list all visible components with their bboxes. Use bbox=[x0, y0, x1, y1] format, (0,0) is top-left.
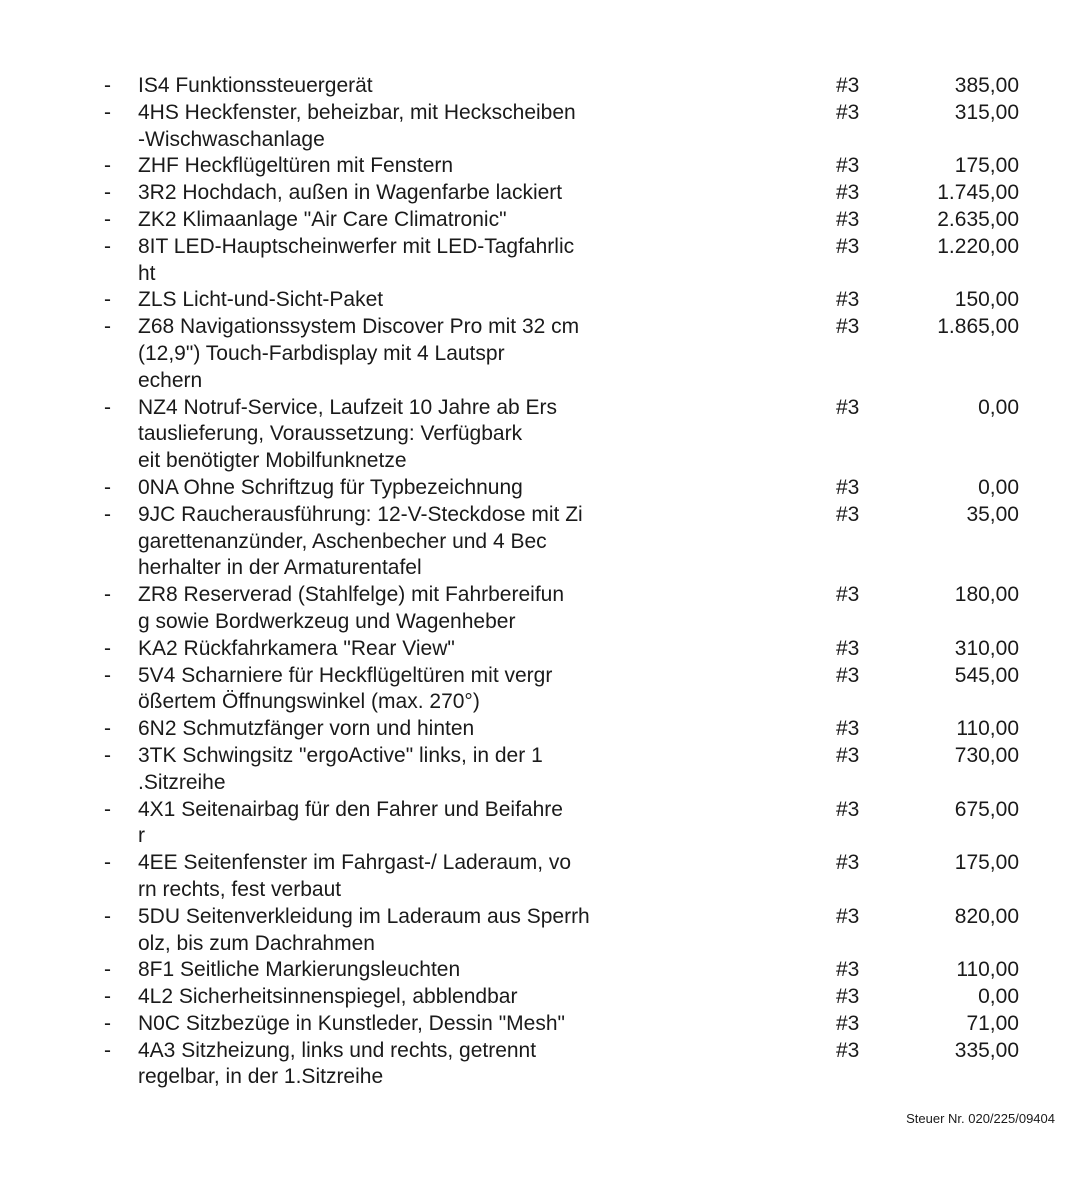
description-line: 4L2 Sicherheitsinnenspiegel, abblendbar bbox=[138, 985, 518, 1009]
option-description bbox=[138, 904, 668, 958]
list-bullet-dash: - bbox=[104, 234, 111, 258]
option-item bbox=[0, 636, 1079, 663]
description-line: Z68 Navigationssystem Discover Pro mit 32 cm bbox=[138, 315, 580, 339]
option-price: 71,00 bbox=[966, 1011, 1019, 1035]
option-description bbox=[138, 100, 668, 154]
description-line: 9JC Raucherausführung: 12-V-Steckdose mit Zi bbox=[138, 502, 583, 526]
option-item bbox=[0, 663, 1079, 717]
option-price: 180,00 bbox=[954, 583, 1019, 607]
option-price: 2.635,00 bbox=[937, 207, 1019, 231]
option-description bbox=[138, 180, 668, 207]
option-code: #3 bbox=[836, 663, 860, 687]
description-line: garettenanzünder, Aschenbecher und 4 Bec bbox=[138, 529, 547, 553]
list-bullet-dash: - bbox=[104, 851, 111, 875]
option-code: #3 bbox=[836, 207, 860, 231]
option-price: 150,00 bbox=[954, 288, 1019, 312]
option-item bbox=[0, 100, 1079, 154]
description-line: rn rechts, fest verbaut bbox=[138, 877, 342, 901]
option-description bbox=[138, 1038, 668, 1092]
description-line: ößertem Öffnungswinkel (max. 270°) bbox=[138, 690, 480, 714]
option-code: #3 bbox=[836, 904, 860, 928]
list-bullet-dash: - bbox=[104, 207, 111, 231]
option-description bbox=[138, 663, 668, 717]
description-line: 3TK Schwingsitz "ergoActive" links, in der 1 bbox=[138, 743, 543, 767]
description-line: .Sitzreihe bbox=[138, 770, 226, 794]
option-description bbox=[138, 207, 668, 234]
description-line: IS4 Funktionssteuergerät bbox=[138, 74, 373, 97]
option-description bbox=[138, 73, 668, 100]
option-price: 385,00 bbox=[954, 74, 1019, 97]
description-line: g sowie Bordwerkzeug und Wagenheber bbox=[138, 609, 516, 633]
option-code: #3 bbox=[836, 958, 860, 982]
option-description bbox=[138, 957, 668, 984]
option-code: #3 bbox=[836, 502, 860, 526]
option-code: #3 bbox=[836, 743, 860, 767]
option-price: 1.745,00 bbox=[937, 181, 1019, 205]
list-bullet-dash: - bbox=[104, 958, 111, 982]
description-line: 4HS Heckfenster, beheizbar, mit Heckscheiben bbox=[138, 100, 576, 124]
option-description bbox=[138, 984, 668, 1011]
description-line: 3R2 Hochdach, außen in Wagenfarbe lackiert bbox=[138, 181, 563, 205]
option-code: #3 bbox=[836, 315, 860, 339]
option-item bbox=[0, 984, 1079, 1011]
option-description bbox=[138, 234, 668, 288]
description-line: ZHF Heckflügeltüren mit Fenstern bbox=[138, 154, 454, 178]
option-item bbox=[0, 180, 1079, 207]
option-code: #3 bbox=[836, 74, 860, 97]
description-line: olz, bis zum Dachrahmen bbox=[138, 931, 375, 955]
option-price: 1.220,00 bbox=[937, 234, 1019, 258]
list-bullet-dash: - bbox=[104, 904, 111, 928]
option-code: #3 bbox=[836, 851, 860, 875]
option-item bbox=[0, 743, 1079, 797]
option-description bbox=[138, 636, 668, 663]
option-description bbox=[138, 287, 668, 314]
list-bullet-dash: - bbox=[104, 288, 111, 312]
option-code: #3 bbox=[836, 288, 860, 312]
list-bullet-dash: - bbox=[104, 1038, 111, 1062]
option-description bbox=[138, 314, 668, 394]
description-line: 0NA Ohne Schriftzug für Typbezeichnung bbox=[138, 475, 523, 499]
option-description bbox=[138, 582, 668, 636]
description-line: 6N2 Schmutzfänger vorn und hinten bbox=[138, 717, 475, 741]
option-price: 820,00 bbox=[954, 904, 1019, 928]
option-item bbox=[0, 850, 1079, 904]
option-price: 1.865,00 bbox=[937, 315, 1019, 339]
option-code: #3 bbox=[836, 475, 860, 499]
list-bullet-dash: - bbox=[104, 154, 111, 178]
option-item bbox=[0, 904, 1079, 958]
description-line: NZ4 Notruf-Service, Laufzeit 10 Jahre ab Ers bbox=[138, 395, 558, 419]
description-line: r bbox=[138, 824, 145, 848]
description-line: 4EE Seitenfenster im Fahrgast-/ Laderaum, vo bbox=[138, 851, 572, 875]
option-price: 0,00 bbox=[978, 395, 1019, 419]
option-code: #3 bbox=[836, 797, 860, 821]
description-line: ZLS Licht-und-Sicht-Paket bbox=[138, 288, 384, 312]
list-bullet-dash: - bbox=[104, 636, 111, 660]
option-description bbox=[138, 502, 668, 582]
option-description bbox=[138, 743, 668, 797]
description-line: (12,9") Touch-Farbdisplay mit 4 Lautspr bbox=[138, 341, 505, 365]
option-description bbox=[138, 1011, 668, 1038]
description-line: N0C Sitzbezüge in Kunstleder, Dessin "Mesh" bbox=[138, 1011, 565, 1035]
description-line: -Wischwaschanlage bbox=[138, 127, 325, 151]
option-item bbox=[0, 234, 1079, 288]
option-code: #3 bbox=[836, 181, 860, 205]
option-code: #3 bbox=[836, 985, 860, 1009]
list-bullet-dash: - bbox=[104, 502, 111, 526]
description-line: KA2 Rückfahrkamera "Rear View" bbox=[138, 636, 455, 660]
option-item bbox=[0, 582, 1079, 636]
description-line: 8F1 Seitliche Markierungsleuchten bbox=[138, 958, 461, 982]
list-bullet-dash: - bbox=[104, 395, 111, 419]
option-code: #3 bbox=[836, 1038, 860, 1062]
option-item bbox=[0, 957, 1079, 984]
option-price: 35,00 bbox=[966, 502, 1019, 526]
option-item bbox=[0, 73, 1079, 100]
option-description bbox=[138, 153, 668, 180]
option-code: #3 bbox=[836, 636, 860, 660]
option-price: 335,00 bbox=[954, 1038, 1019, 1062]
option-price: 730,00 bbox=[954, 743, 1019, 767]
option-price: 110,00 bbox=[956, 958, 1019, 982]
option-price: 0,00 bbox=[978, 985, 1019, 1009]
option-price: 315,00 bbox=[954, 100, 1019, 124]
option-item bbox=[0, 716, 1079, 743]
option-item bbox=[0, 475, 1079, 502]
option-list bbox=[0, 73, 1079, 1091]
description-line: ZR8 Reserverad (Stahlfelge) mit Fahrbereifun bbox=[138, 583, 565, 607]
option-item bbox=[0, 797, 1079, 851]
list-bullet-dash: - bbox=[104, 1011, 111, 1035]
option-description bbox=[138, 475, 668, 502]
description-line: 5DU Seitenverkleidung im Laderaum aus Sperrh bbox=[138, 904, 590, 928]
option-price: 675,00 bbox=[954, 797, 1019, 821]
option-description bbox=[138, 797, 668, 851]
list-bullet-dash: - bbox=[104, 797, 111, 821]
description-line: ZK2 Klimaanlage "Air Care Climatronic" bbox=[138, 207, 507, 231]
option-item bbox=[0, 502, 1079, 582]
description-line: 8IT LED-Hauptscheinwerfer mit LED-Tagfahrlic bbox=[138, 234, 575, 258]
list-bullet-dash: - bbox=[104, 315, 111, 339]
option-description bbox=[138, 850, 668, 904]
option-item bbox=[0, 314, 1079, 394]
option-code: #3 bbox=[836, 154, 860, 178]
option-item bbox=[0, 207, 1079, 234]
option-code: #3 bbox=[836, 1011, 860, 1035]
option-code: #3 bbox=[836, 717, 860, 741]
list-bullet-dash: - bbox=[104, 583, 111, 607]
description-line: 4A3 Sitzheizung, links und rechts, getrennt bbox=[138, 1038, 537, 1062]
list-bullet-dash: - bbox=[104, 985, 111, 1009]
option-price: 310,00 bbox=[954, 636, 1019, 660]
list-bullet-dash: - bbox=[104, 717, 111, 741]
description-line: 4X1 Seitenairbag für den Fahrer und Beifahre bbox=[138, 797, 563, 821]
description-line: 5V4 Scharniere für Heckflügeltüren mit vergr bbox=[138, 663, 553, 687]
option-code: #3 bbox=[836, 395, 860, 419]
list-bullet-dash: - bbox=[104, 100, 111, 124]
option-code: #3 bbox=[836, 100, 860, 124]
option-item bbox=[0, 153, 1079, 180]
list-bullet-dash: - bbox=[104, 475, 111, 499]
option-price: 545,00 bbox=[954, 663, 1019, 687]
list-bullet-dash: - bbox=[104, 663, 111, 687]
description-line: ht bbox=[138, 261, 156, 285]
option-item bbox=[0, 1011, 1079, 1038]
description-line: regelbar, in der 1.Sitzreihe bbox=[138, 1065, 384, 1089]
option-item bbox=[0, 287, 1079, 314]
description-line: herhalter in der Armaturentafel bbox=[138, 556, 422, 580]
option-code: #3 bbox=[836, 234, 860, 258]
option-price: 110,00 bbox=[956, 717, 1019, 741]
description-line: eit benötigter Mobilfunknetze bbox=[138, 449, 407, 473]
option-price: 175,00 bbox=[954, 851, 1019, 875]
description-line: tauslieferung, Voraussetzung: Verfügbark bbox=[138, 422, 523, 446]
option-code: #3 bbox=[836, 583, 860, 607]
option-item bbox=[0, 395, 1079, 475]
option-item bbox=[0, 1038, 1079, 1092]
list-bullet-dash: - bbox=[104, 743, 111, 767]
option-description bbox=[138, 395, 668, 475]
option-price: 175,00 bbox=[954, 154, 1019, 178]
option-price: 0,00 bbox=[978, 475, 1019, 499]
list-bullet-dash: - bbox=[104, 181, 111, 205]
tax-number: Steuer Nr. 020/225/09404 bbox=[906, 1111, 1055, 1126]
list-bullet-dash: - bbox=[104, 74, 111, 97]
description-line: echern bbox=[138, 368, 203, 392]
option-description bbox=[138, 716, 668, 743]
